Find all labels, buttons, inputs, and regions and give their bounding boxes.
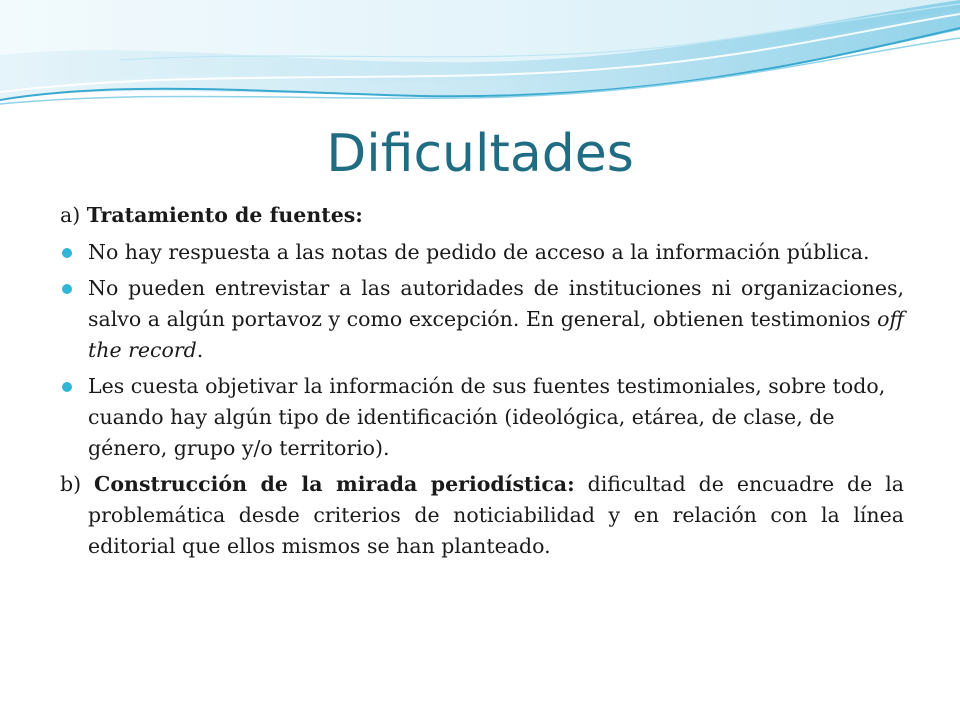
bullet-text-end: .: [196, 338, 204, 362]
slide-body: [60, 200, 904, 567]
bullet-text-italic: off the record: [88, 307, 904, 362]
bullet-dot-icon: [62, 248, 72, 258]
bullet-item: [60, 273, 904, 366]
section-a-prefix: a): [60, 203, 87, 227]
section-a-heading: Tratamiento de fuentes:: [86, 203, 363, 227]
bullet-dot-icon: [62, 284, 72, 294]
slide-title: Dificultades: [326, 124, 634, 184]
bullet-text: No hay respuesta a las notas de pedido de acceso a la información pública.: [88, 240, 870, 264]
section-b-text: dificultad de encuadre de la problemática desde criterios de noticiabilidad y en relación con la línea editorial que ellos mismos se han planteado.: [88, 472, 904, 558]
bullet-item: [60, 371, 904, 464]
bullet-item: [60, 237, 904, 268]
bullet-text: No pueden entrevistar a las autoridades de instituciones ni organizaciones, salvo a algún portavoz y como excepción. En general, obtienen testimonios: [88, 276, 904, 331]
header-wave-decoration: [0, 0, 960, 130]
section-b: [60, 469, 904, 562]
bullet-dot-icon: [62, 382, 72, 392]
bullet-text: Les cuesta objetivar la información de sus fuentes testimoniales, sobre todo, cuando hay algún tipo de identificación (ideológica, etárea, de clase, de género, grupo y/o territorio).: [88, 374, 886, 460]
section-b-prefix: b): [60, 472, 95, 496]
section-b-heading: Construcción de la mirada periodística:: [94, 472, 575, 496]
section-a: [60, 200, 904, 231]
